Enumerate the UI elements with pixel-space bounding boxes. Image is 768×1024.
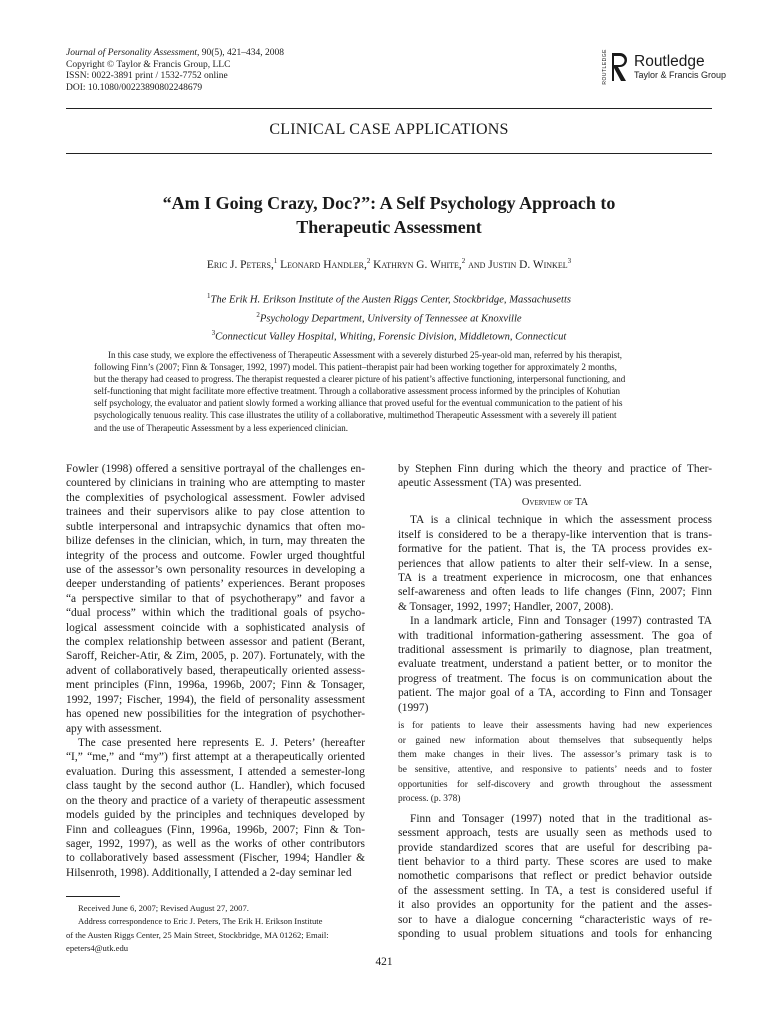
affiliation-line [66,289,712,308]
abstract-line: self-functioning that might facilitate more effective treatment. Through a collaborative assessment process informed by the principles of Kohutian [94,386,621,397]
body-text-line: apy with assessment. [66,722,162,735]
body-text-line: sponding to usual problem situations and tools for enhancing [398,928,712,941]
body-text-line: it also provides an opportunity for the patient and the asses- [398,899,712,912]
body-text-line: Hilsenroth, 1998). Additionally, I attended a 2-day seminar led [66,866,352,879]
author-name: Eric J. Peters, [206,258,274,271]
title-line: “Am I Going Crazy, Doc?”: A Self Psychology Approach to [162,193,616,213]
doi-line: DOI: 10.1080/00223890802248679 [66,82,203,93]
author-name: and Justin D. Winkel [465,258,568,271]
footnote-line: of the Austen Riggs Center, 25 Main Street, Stockbridge, MA 01262; Email: [66,929,329,940]
body-text-line: periences that allow patients to alter their self-view. In a sense, [398,557,712,570]
abstract-line: In this case study, we explore the effectiveness of Therapeutic Assessment with a severely disturbed 25-year-old man, referred by his therapist, [108,350,622,360]
body-text-line: TA is a treatment experience in microcosm, one that enhances [398,571,712,584]
body-text-line: advent of collaboratively based, therapeutically oriented assess- [66,664,365,677]
affiliation-mark: 3 [211,329,216,338]
body-text-line: traditional assessment is primarily to diagnose, plan treatment, [398,644,712,657]
affiliation-text: The Erik H. Erikson Institute of the Austen Riggs Center, Stockbridge, Massachusetts [210,294,572,306]
abstract-line: and the use of Therapeutic Assessment by a less experienced clinician. [94,422,348,433]
body-text-line: Finn and Tonsager (1997) noted that in the traditional as- [410,812,712,825]
publisher-vertical-text: ROUTLEDGE [602,49,608,85]
body-text-line: Finn and colleagues (Finn, 1996a, 1996b, 2007; Finn & Ton- [66,823,365,836]
publisher-group: Taylor & Francis Group [634,70,727,80]
body-text-line: has opened new possibilities for the integration of psychother- [66,708,365,721]
body-text-line: patient. The major goal of a TA, according to Finn and Tonsager [398,687,712,700]
journal-citation: , 90(5), 421–434, 2008 [196,48,285,58]
body-text-line: nomothetic comparisons that reflect or predict behavior outside [398,870,712,883]
abstract [94,349,684,434]
body-text-line: sessment approach, tests are usually seen as methods used to [398,827,712,840]
body-text-line: In a landmark article, Finn and Tonsager (1997) contrasted TA [410,615,712,628]
page-number: 421 [375,956,393,968]
body-text-line: bilize defenses in the clinician, which, in turn, may threaten the [66,535,365,548]
body-text-line: formative for the patient. That is, the TA process provides ex- [398,543,712,556]
journal-name: Journal of Personality Assessment [66,48,197,58]
body-text-line: progress of treatment. The focus is on communication about the [398,672,712,685]
body-text-line: with traditional information-gathering assessment. The goa of [398,629,712,642]
body-text-line: evaluation. During this assessment, I attended a semester-long [66,765,365,778]
body-text-line: self-awareness and often leads to life changes (Finn, 2007; Finn [398,586,712,599]
body-text-line: integrity of the process and outcome. Fowler urged thoughtful [66,549,365,562]
author-affiliation-mark: 2 [366,257,371,265]
body-text-line: TA is a clinical technique in which the assessment process [410,514,712,527]
body-text-line: The case presented here represents E. J. Peters’ (hereafter [78,737,365,750]
body-text-line: Fowler (1998) offered a sensitive portrayal of the challenges en- [66,463,365,475]
author-affiliation-mark: 3 [567,257,572,265]
body-text-line: apeutic Assessment (TA) was presented. [398,477,582,490]
body-text-line: (1997) [398,701,429,714]
footnote-line: Received June 6, 2007; Revised August 27, 2007. [78,903,249,913]
section-heading: CLINICAL CASE APPLICATIONS [269,121,509,138]
journal-header [66,48,284,94]
quote-line: or gained new information about themselves that subsequently helps [398,735,712,746]
body-text-line: on the theory and practice of a variety of therapeutic assessment [66,794,365,807]
footnote-line: Address correspondence to Eric J. Peters, The Erik H. Erikson Institute [78,916,323,927]
routledge-logo-icon [610,52,628,82]
abstract-line: following Finn’s (2007; Finn & Tonsager, 1992, 1997) model. This patient–therapist pair had been working together for approximately 2 months, [94,362,617,373]
body-text-line: countered by clinicians in training who are attempting to master [66,477,365,490]
body-text-line: itself is considered to be a therapy-like intervention that is trans- [398,528,712,541]
body-text-line: logical assessment coincide with a sophisticated analysis of [66,621,365,634]
author-list [66,257,712,271]
article-title [66,191,712,239]
title-line: Therapeutic Assessment [296,217,482,237]
body-text-line: of the assessment setting. In TA, a test is considered useful if [398,884,712,897]
body-text-line: evaluate treatment, understand a patient better, or to monitor the [398,658,712,671]
body-text-line: sor to have a dialogue concerning “characteristic ways of re- [398,913,712,926]
body-text-line: use of the assessor’s own personality resources in developing a [66,563,365,576]
body-text-line: to collaboratively based assessment (Fischer, 1994; Handler & [66,852,365,865]
body-text-line: “a perspective similar to that of psychotherapy” and favor a [66,592,365,605]
top-rule [66,108,712,109]
body-text-line: sager, 1992, 1997), as well as the works of other contributors [66,837,365,850]
body-text-line: 1992, 1997; Fischer, 1994), the field of personality assessment [66,693,365,706]
affiliation-text: Connecticut Valley Hospital, Whiting, Forensic Division, Middletown, Connecticut [215,332,567,343]
copyright-line: Copyright © Taylor & Francis Group, LLC [66,59,231,70]
body-text-line: models guided by the principles and techniques developed by [66,809,365,822]
body-left-column [66,462,365,880]
affiliation-line [66,326,712,345]
body-text-line: the complex relationship between assessor and patient (Berant, [66,636,365,649]
author-name: Leonard Handler, [277,258,367,271]
body-text-line: “dual process” within which the traditional goals of psycho- [66,607,365,620]
body-text-line: & Tonsager, 1992, 1997; Handler, 2007, 2008). [398,600,614,613]
body-text-line: Saroff, Reicher-Atir, & Zim, 2005, p. 207). Fortunately, with the [66,650,365,663]
quote-line: them make changes in their lives. The assessor’s primary task is to [398,750,712,761]
affiliation-line [66,308,712,327]
footnote [66,902,365,955]
block-quote [398,719,712,807]
abstract-line: psychologically tenuous reality. This case illustrates the utility of a collaborative, multimethod Therapeutic Assessment with a severely ill patient [94,410,617,421]
abstract-line: self psychology, the evaluator and patient slowly formed a working alliance that proved useful for the eventual communication to the patient of his [94,398,623,409]
affiliation-text: Psychology Department, University of Tennessee at Knoxville [259,313,522,325]
body-text-line: “I,” “me,” and “my”) first attempt at a therapeutically oriented [66,751,365,764]
author-affiliation-mark: 1 [273,257,278,265]
affiliation-mark: 2 [256,310,260,319]
body-right-column [398,462,712,942]
publisher-name: Routledge [634,53,705,70]
subsection-heading: Overview of TA [521,496,589,508]
abstract-line: but the therapy had ceased to progress. The therapist requested a clearer picture of his patient’s affective functioning, interpersonal functioning, and [94,374,626,385]
body-text-line: deeper understanding of patients’ experiences. Berant proposes [66,578,365,591]
affiliation-mark: 1 [206,292,211,300]
author-affiliation-mark: 2 [461,257,466,265]
body-text-line: provide standardized scores that are useful for describing pa- [398,841,712,854]
body-text-line: subtle interpersonal and intrapsychic dynamics that often mo- [66,520,365,533]
body-text-line: trainees and their supervisors alike to pay close attention to [66,506,365,519]
author-name: Kathryn G. White, [370,258,462,271]
quote-line: process. (p. 378) [398,794,461,805]
footnote-rule [66,896,120,897]
affiliations [66,289,712,345]
body-text-line: tient behavior to a third party. These scores are used to make [398,856,712,868]
section-rule [66,153,712,154]
footnote-line: epeters4@utk.edu [66,942,129,953]
quote-line: be sensitive, attentive, and responsive to patients’ needs and to foster [398,764,712,775]
issn-line: ISSN: 0022-3891 print / 1532-7752 online [66,71,228,82]
publisher-logo [602,50,726,84]
body-text-line: by Stephen Finn during which the theory and practice of Ther- [398,463,712,475]
body-text-line: ment principles (Finn, 1996a, 1996b, 2007; Finn & Tonsager, [66,679,365,692]
quote-line: opportunities for self-discovery and growth throughout the assessment [398,779,712,790]
quote-line: is for patients to leave their assessments having had new experiences [398,721,712,732]
body-text-line: class taught by the second author (L. Handler), which focused [66,780,365,793]
body-text-line: the complexities of psychological assessment. Fowler advised [66,491,365,504]
